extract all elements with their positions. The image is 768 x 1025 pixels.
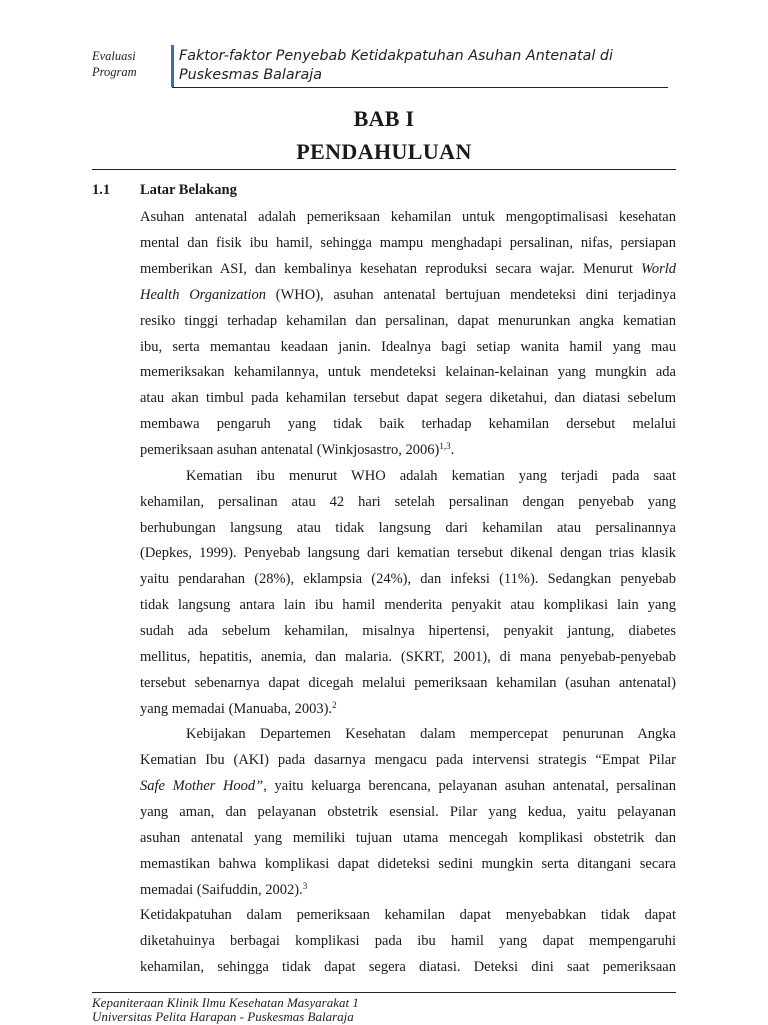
text-run: , yaitu keluarga berencana, pelayanan asuhan antenatal, persalinan bbox=[263, 778, 676, 794]
text-run: pemeriksaan asuhan antenatal (Winkjosastro, 2006) bbox=[140, 442, 440, 458]
text-run-italic: Safe Mother Hood” bbox=[140, 778, 264, 794]
page-header bbox=[92, 45, 668, 87]
paragraph-line: ibu, serta memantau keadaan janin. Idealnya bagi setiap wanita hamil yang mau bbox=[140, 339, 676, 355]
header-left-line1: Evaluasi bbox=[92, 49, 136, 63]
paragraph-line: memeriksakan kehamilannya, untuk mendeteksi kelainan-kelainan yang mungkin ada bbox=[140, 364, 676, 380]
paragraph-line: kehamilan, sehingga tidak dapat segera diatasi. Deteksi dini saat pemeriksaan bbox=[140, 959, 676, 975]
citation-superscript: 3 bbox=[302, 881, 308, 891]
paragraph-line bbox=[140, 259, 676, 279]
text-run-italic: World bbox=[641, 261, 676, 277]
section-number: 1.1 bbox=[92, 182, 111, 198]
text-run: (WHO), asuhan antenatal bertujuan mendeteksi dini terjadinya bbox=[275, 287, 677, 303]
text-run: memberikan ASI, dan kembalinya kesehatan reproduksi secara wajar. Menurut bbox=[140, 261, 633, 277]
chapter-label: BAB I bbox=[353, 106, 415, 131]
header-divider bbox=[172, 87, 668, 88]
citation-superscript: 2 bbox=[332, 700, 337, 710]
citation-superscript: 1,3 bbox=[439, 441, 451, 451]
paragraph-line: asuhan antenatal yang memiliki tujuan utama mencegah komplikasi obstetrik dan bbox=[140, 830, 676, 846]
paragraph-line bbox=[140, 880, 676, 900]
paragraph-line: Kebijakan Departemen Kesehatan dalam mempercepat penurunan Angka bbox=[186, 726, 676, 742]
paragraph-line: Ketidakpatuhan dalam pemeriksaan kehamilan dapat menyebabkan tidak dapat bbox=[140, 907, 676, 923]
chapter-title: PENDAHULUAN bbox=[296, 139, 472, 164]
header-title bbox=[179, 47, 662, 85]
paragraph-line: kehamilan, persalinan atau 42 hari setelah persalinan dengan penyebab yang bbox=[140, 494, 676, 510]
paragraph-line: sudah ada sebelum kehamilan, misalnya hipertensi, penyakit jantung, diabetes bbox=[140, 623, 676, 639]
footer-line2: Universitas Pelita Harapan - Puskesmas Balaraja bbox=[92, 1009, 354, 1024]
paragraph-line: resiko tinggi terhadap kehamilan dan persalinan, dapat menurunkan angka kematian bbox=[140, 313, 676, 329]
paragraph-line bbox=[140, 440, 676, 460]
paragraph-line: yang aman, dan pelayanan obstetrik esensial. Pilar yang kedua, yaitu pelayanan bbox=[140, 804, 676, 820]
header-accent-bar bbox=[171, 45, 174, 87]
paragraph-line: Asuhan antenatal adalah pemeriksaan kehamilan untuk mengoptimalisasi kesehatan bbox=[140, 209, 676, 225]
header-title-line1: Faktor-faktor Penyebab Ketidakpatuhan Asuhan Antenatal di bbox=[179, 48, 613, 64]
text-run: . bbox=[450, 442, 455, 458]
paragraph-line: membawa pengaruh yang tidak baik terhadap kehamilan dersebut melalui bbox=[140, 416, 676, 432]
header-title-line2: Puskesmas Balaraja bbox=[179, 67, 323, 83]
paragraph-line bbox=[140, 776, 676, 796]
text-run: memadai (Saifuddin, 2002). bbox=[140, 882, 303, 898]
paragraph-line: mental dan fisik ibu hamil, sehingga mampu menghadapi persalinan, nifas, persiapan bbox=[140, 235, 676, 251]
chapter-divider bbox=[92, 169, 676, 170]
paragraph-line: Kematian Ibu (AKI) pada dasarnya mengacu pada intervensi strategis “Empat Pilar bbox=[140, 752, 676, 768]
paragraph-line: mellitus, hepatitis, anemia, dan malaria. (SKRT, 2001), di mana penyebab-penyebab bbox=[140, 649, 676, 665]
footer-line1: Kepaniteraan Klinik Ilmu Kesehatan Masyarakat 1 bbox=[92, 995, 359, 1010]
footer-divider bbox=[92, 992, 676, 993]
text-run: yang memadai (Manuaba, 2003). bbox=[140, 701, 333, 717]
paragraph-line: tersebut sebenarnya dapat dicegah melalui pemeriksaan kehamilan (asuhan antenatal) bbox=[140, 675, 676, 691]
paragraph-line bbox=[140, 699, 676, 719]
header-left-line2: Program bbox=[92, 65, 137, 79]
header-left-label bbox=[92, 48, 167, 80]
paragraph-line: atau akan timbul pada kehamilan tersebut dapat segera diketahui, dan diatasi sebelum bbox=[140, 390, 676, 406]
paragraph-line: tidak langsung antara lain ibu hamil menderita penyakit atau komplikasi lain yang bbox=[140, 597, 676, 613]
paragraph-line: yaitu pendarahan (28%), eklampsia (24%), dan infeksi (11%). Sedangkan penyebab bbox=[140, 571, 676, 587]
section-title: Latar Belakang bbox=[140, 182, 237, 198]
paragraph-line: (Depkes, 1999). Penyebab langsung dari kematian tersebut dikenal dengan trias klasik bbox=[140, 545, 676, 561]
paragraph-line: diketahuinya berbagai komplikasi pada ibu hamil yang dapat mempengaruhi bbox=[140, 933, 676, 949]
paragraph-line: Kematian ibu menurut WHO adalah kematian yang terjadi pada saat bbox=[186, 468, 676, 484]
paragraph-line bbox=[140, 285, 676, 305]
text-run-italic: Health Organization bbox=[140, 287, 267, 303]
paragraph-line: berhubungan langsung atau tidak langsung dari kehamilan atau persalinannya bbox=[140, 520, 676, 536]
paragraph-line: memastikan bahwa komplikasi dapat dideteksi sedini mungkin serta ditangani secara bbox=[140, 856, 676, 872]
